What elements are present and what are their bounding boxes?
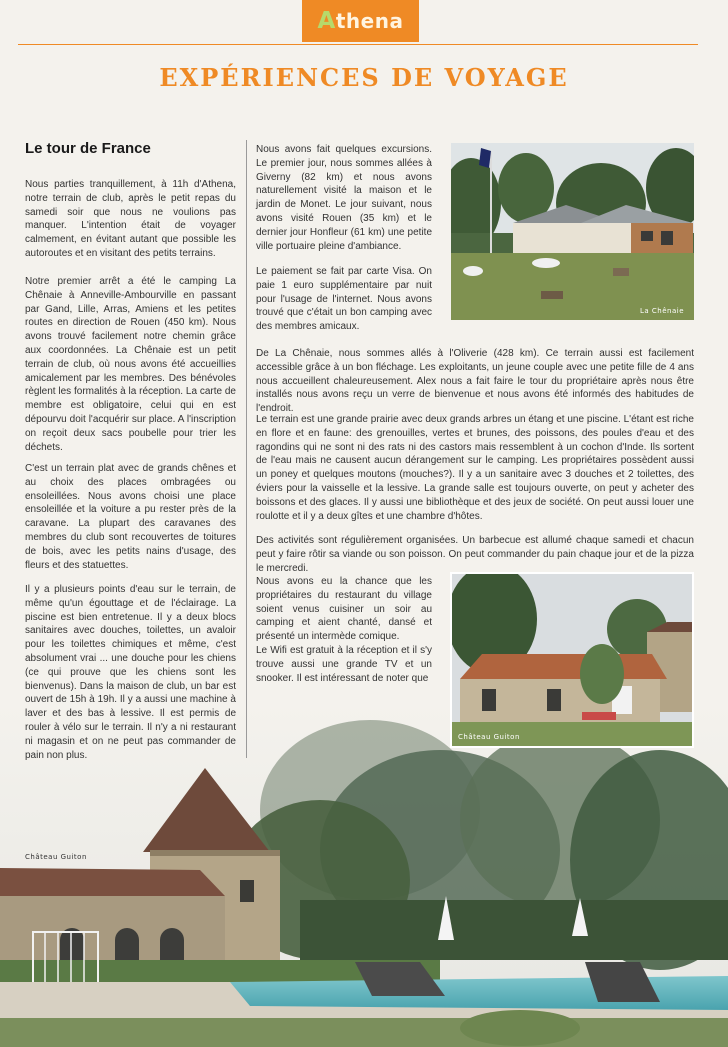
logo xyxy=(302,0,419,42)
col1-paragraph-1: Nous parties tranquillement, à 11h d'Athena, notre terrain de club, après le petit repas du samedi soir que nous ne voulions pas manquer. L'intention était de voyager calmement, en évitant autant que possible les autoroutes et en visitant des petits terrains. xyxy=(25,179,236,259)
col2-paragraph-2: Le paiement se fait par carte Visa. On paie 1 euro supplémentaire par nuit pour l'usage de l'internet. Nous avons trouvé que c'était un bon camping avec des membres amicaux. xyxy=(256,266,432,333)
col2-paragraph-3: Nous avons eu la chance que les propriétaires du restaurant du village soient venus cuisiner un soir au camping et aient chanté, dansé et présenté un intermède comique. xyxy=(256,576,432,643)
wide-paragraph-1: De La Chênaie, nous sommes allés à l'Oliverie (428 km). Ce terrain aussi est facilement accessible grâce à un bon fléchage. Les exploitants, un jeune couple avec une petite fille de 4 ans nous accueillent chaleureusement. Alex nous a fait faire le tour du propriétaire après nous être installés nous avons reçu un verre de bienvenue et nous avons été informés des habitudes de l'endroit. xyxy=(256,348,694,415)
section-title: Le tour de France xyxy=(25,140,151,157)
chateau-guiton-small-photo xyxy=(450,572,694,748)
logo-text: Athena xyxy=(317,8,404,34)
wide-paragraph-3: Des activités sont régulièrement organisées. Un barbecue est allumé chaque samedi et chacun peut y faire rôtir sa viande ou son poisson. On peut commander du pain chaque jour et de la pizza le mercredi. xyxy=(256,535,694,574)
la-chenaie-photo xyxy=(451,143,694,320)
page-title: EXPÉRIENCES DE VOYAGE xyxy=(159,63,569,92)
column-divider xyxy=(246,140,247,758)
col1-paragraph-2: Notre premier arrêt a été le camping La Chênaie à Anneville-Ambourville en passant par Gand, Lille, Arras, Amiens et les petites routes en direction de Rouen (450 km). Nous avons trouvé facilement notre chemin grâce aux coordonnées. La Chênaie est un petit terrain de club, où nous avons été accueillies amicalement par les membres. Des bénévoles règlent les formalités à la réception. La carte de membre est obligatoire, celui qui en est dépourvu doit l'acquérir sur place. A l'inscription on reçoit deux sacs poubelle pour trier les déchets. xyxy=(25,276,236,453)
col1-paragraph-4: Il y a plusieurs points d'eau sur le terrain, de même qu'un égouttage et de l'éclairage. La piscine est bien entretenue. Il y a deux blocs sanitaires avec douches, toilettes, un avaloir pour les toilettes chimiques et même, c'est absolument vrai ... une douche pour les chiens (ce qui prouve que les chiens sont les bienvenus). Dans la maison de club, un bar est ouvert de 15h à 19h. Il y a aussi une machine à laver et des bas à lessive. Il est permis de rouler à vélo sur le terrain. Il n'y a ni restaurant ni magasin et on ne peut pas commander de pain non plus. xyxy=(25,584,236,761)
caption-chateau-guiton-large: Château Guiton xyxy=(25,853,87,861)
header-rule xyxy=(18,44,698,45)
caption-chateau-guiton-small: Château Guiton xyxy=(458,733,520,741)
caption-la-chenaie: La Chênaie xyxy=(640,307,685,315)
col1-paragraph-3: C'est un terrain plat avec de grands chênes et au choix des places ombragées ou ensoleillées. Nous avons choisi une place ensoleillée et la voiture a pu rester près de la caravane. La plupart des caravanes des membres du club sont recouvertes de toitures de bois, avec les petits nains d'usage, des fleurs et des statuettes. xyxy=(25,463,236,571)
col2-paragraph-1: Nous avons fait quelques excursions. Le premier jour, nous sommes allées à Giverny (82 km) et nous avons naturellement visité la maison et le jardin de Monet. Le jour suivant, nous avons visité Rouen (35 km) et le dernier jour Honfleur (61 km) une petite ville portuaire pleine d'ambiance. xyxy=(256,144,432,252)
col2-paragraph-4: Le Wifi est gratuit à la réception et il s'y trouve aussi une grande TV et un snooker. Il est intéressant de noter que xyxy=(256,645,432,684)
wide-paragraph-2: Le terrain est une grande prairie avec deux grands arbres un étang et une piscine. L'étant est riche en flore et en faune: des grenouilles, vertes et brunes, des poissons, des poules d'eau et des ragondins qui ne sont ni des rats ni des castors mais ressemblent à un cochon d'Inde. Ils sortent de l'eau mais ne causent aucun dérangement sur le camping. Les propriétaires possèdent aussi un poney et quelques moutons (mouches?). Il y a un sanitaire avec 3 douches et 2 toilettes, des éviers pour la vaisselle et la lessive. La grande salle est toujours ouverte, on peut y acheter des boissons et des glaces. Il y aussi une bibliothèque et des jeux de société. On peut aussi louer une roulotte et il y a deux gîtes et une chambre d'hôtes. xyxy=(256,414,694,522)
